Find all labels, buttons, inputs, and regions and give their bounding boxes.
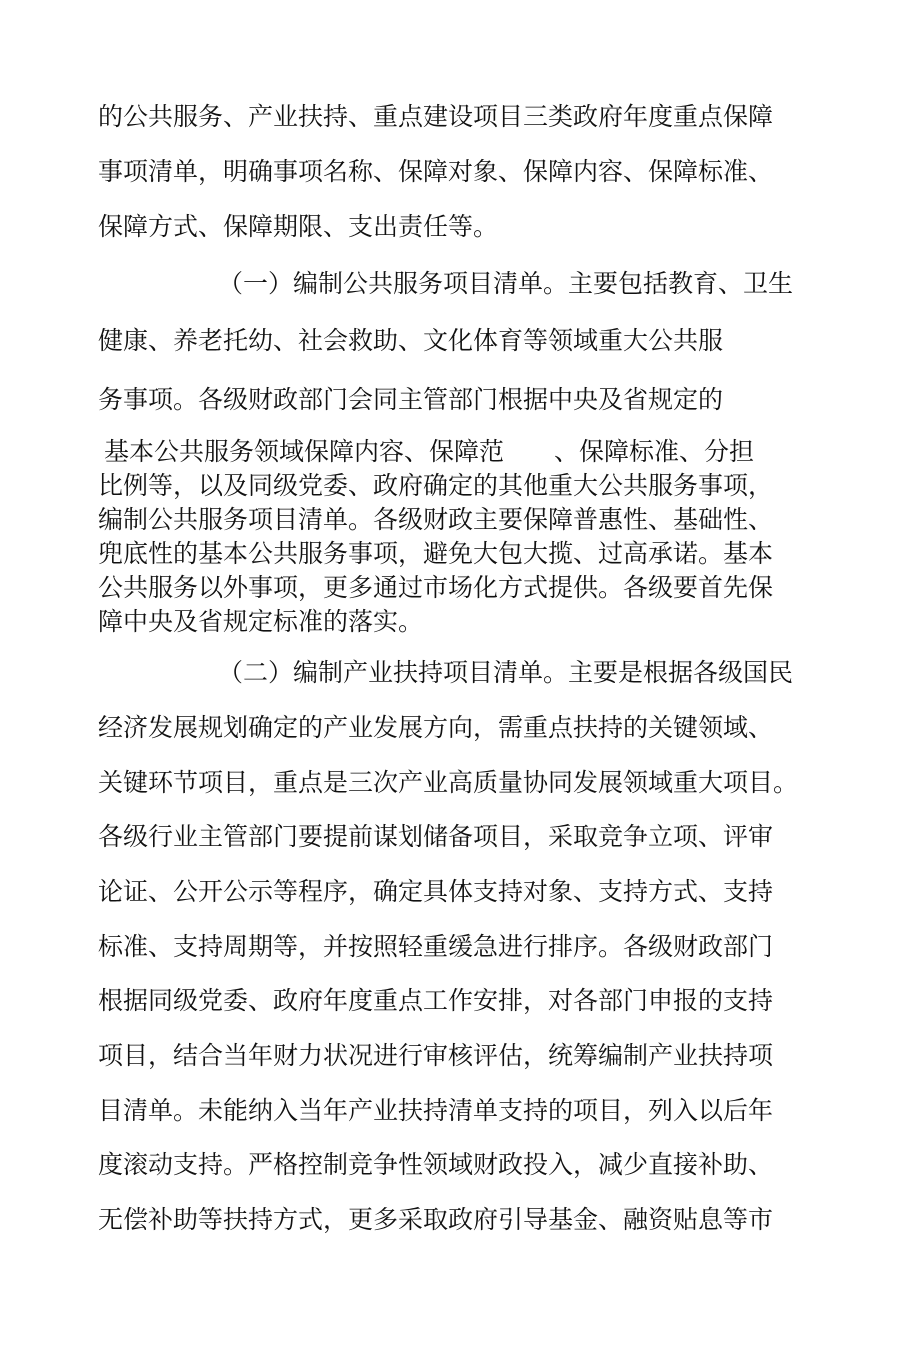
paragraph-line: 务事项。各级财政部门会同主管部门根据中央及省规定的 bbox=[98, 385, 724, 414]
paragraph-line: 障中央及省规定标准的落实。 bbox=[98, 607, 424, 636]
paragraph-line: 项目，结合当年财力状况进行审核评估，统筹编制产业扶持项 bbox=[98, 1041, 774, 1070]
paragraph-line: 兜底性的基本公共服务事项，避免大包大揽、过高承诺。基本 bbox=[98, 539, 774, 568]
paragraph-line: 目清单。未能纳入当年产业扶持清单支持的项目，列入以后年 bbox=[98, 1096, 774, 1125]
paragraph-line: 经济发展规划确定的产业发展方向，需重点扶持的关键领域、 bbox=[98, 713, 774, 742]
paragraph-line: 比例等，以及同级党委、政府确定的其他重大公共服务事项， bbox=[98, 471, 774, 500]
section-heading-line: （二）编制产业扶持项目清单。主要是根据各级国民 bbox=[218, 658, 794, 687]
paragraph-line: 各级行业主管部门要提前谋划储备项目，采取竞争立项、评审 bbox=[98, 822, 774, 851]
paragraph-line: 事项清单，明确事项名称、保障对象、保障内容、保障标准、 bbox=[98, 157, 774, 186]
paragraph-line: 论证、公开公示等程序，确定具体支持对象、支持方式、支持 bbox=[98, 877, 774, 906]
paragraph-line: 健康、养老托幼、社会救助、文化体育等领域重大公共服 bbox=[98, 326, 724, 355]
paragraph-line: 标准、支持周期等，并按照轻重缓急进行排序。各级财政部门 bbox=[98, 932, 774, 961]
paragraph-line: 公共服务以外事项，更多通过市场化方式提供。各级要首先保 bbox=[98, 573, 774, 602]
paragraph-line: 编制公共服务项目清单。各级财政主要保障普惠性、基础性、 bbox=[98, 505, 774, 534]
paragraph-line: 基本公共服务领域保障内容、保障范 、保障标准、分担 bbox=[104, 437, 755, 466]
paragraph-line: 无偿补助等扶持方式，更多采取政府引导基金、融资贴息等市 bbox=[98, 1205, 774, 1234]
paragraph-line: 保障方式、保障期限、支出责任等。 bbox=[98, 212, 499, 241]
paragraph-line: 关键环节项目，重点是三次产业高质量协同发展领域重大项目。 bbox=[98, 768, 799, 797]
paragraph-line: 根据同级党委、政府年度重点工作安排，对各部门申报的支持 bbox=[98, 986, 774, 1015]
section-heading-line: （一）编制公共服务项目清单。主要包括教育、卫生 bbox=[218, 269, 794, 298]
paragraph-line: 的公共服务、产业扶持、重点建设项目三类政府年度重点保障 bbox=[98, 102, 774, 131]
paragraph-line: 度滚动支持。严格控制竞争性领域财政投入，减少直接补助、 bbox=[98, 1150, 774, 1179]
